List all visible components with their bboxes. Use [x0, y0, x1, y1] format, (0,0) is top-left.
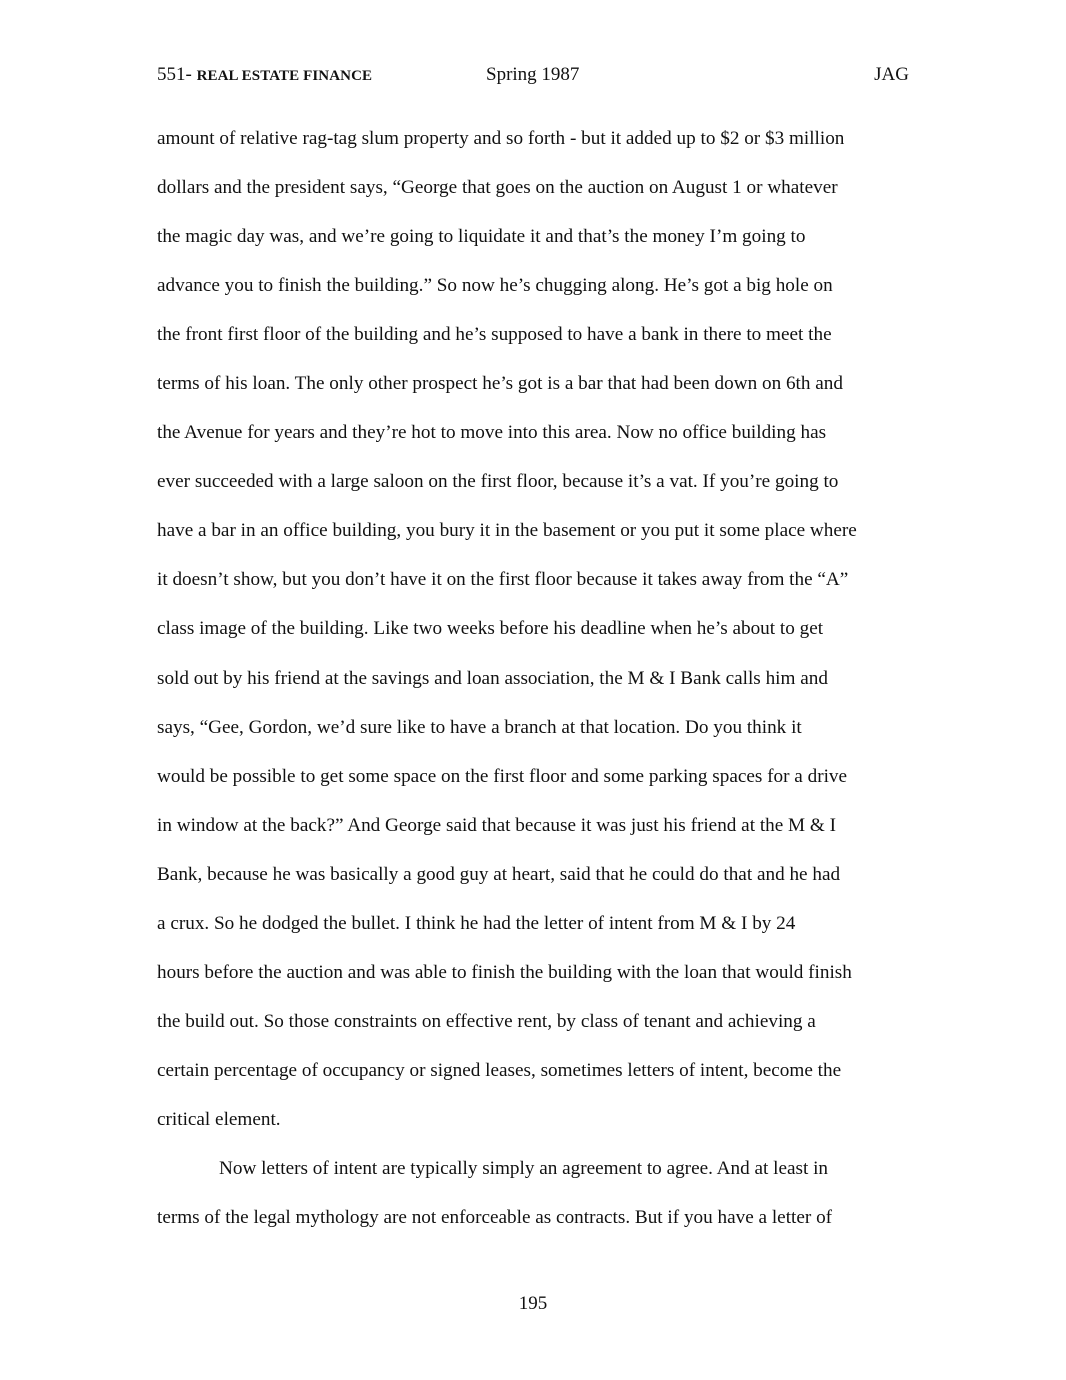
text-line: have a bar in an office building, you bury it in the basement or you put it some place where — [157, 520, 857, 542]
text-line: would be possible to get some space on the first floor and some parking spaces for a drive — [157, 765, 848, 787]
text-line: in window at the back?” And George said that because it was just his friend at the M & I — [157, 814, 837, 836]
text-line: amount of relative rag-tag slum property and so forth - but it added up to $2 or $3 million — [157, 128, 845, 149]
text-line: certain percentage of occupancy or signed leases, sometimes letters of intent, become the — [157, 1059, 842, 1081]
text-line: critical element. — [157, 1108, 281, 1130]
text-line: advance you to finish the building.” So now he’s chugging along. He’s got a big hole on — [157, 275, 833, 297]
transcript-body — [157, 114, 913, 1242]
text-line: dollars and the president says, “George that goes on the auction on August 1 or whatever — [157, 177, 838, 199]
text-line: the front first floor of the building and he’s supposed to have a bank in there to meet the — [157, 324, 832, 346]
text-line: terms of the legal mythology are not enforceable as contracts. But if you have a letter of — [157, 1207, 833, 1229]
text-line: the magic day was, and we’re going to liquidate it and that’s the money I’m going to — [157, 226, 806, 248]
text-line: Bank, because he was basically a good guy at heart, said that he could do that and he had — [157, 863, 841, 885]
text-line: sold out by his friend at the savings and loan association, the M & I Bank calls him and — [157, 667, 828, 689]
course-title — [157, 64, 372, 86]
text-line: says, “Gee, Gordon, we’d sure like to have a branch at that location. Do you think it — [157, 716, 802, 738]
page-header — [157, 64, 909, 90]
page-number: 195 — [518, 1293, 548, 1314]
text-line: a crux. So he dodged the bullet. I think he had the letter of intent from M & I by 24 — [157, 912, 796, 934]
text-line: class image of the building. Like two weeks before his deadline when he’s about to get — [157, 618, 824, 640]
term-label: Spring 1987 — [486, 64, 580, 85]
text-line: the Avenue for years and they’re hot to move into this area. Now no office building has — [157, 422, 827, 444]
text-line: ever succeeded with a large saloon on the first floor, because it’s a vat. If you’re going to — [157, 471, 839, 493]
text-line: hours before the auction and was able to finish the building with the loan that would finish — [157, 961, 852, 983]
author-initials: JAG — [874, 64, 909, 85]
text-line: the build out. So those constraints on effective rent, by class of tenant and achieving a — [157, 1010, 816, 1032]
text-line: it doesn’t show, but you don’t have it on the first floor because it takes away from the “A” — [157, 569, 849, 591]
text-line: terms of his loan. The only other prospect he’s got is a bar that had been down on 6th and — [157, 373, 843, 395]
course-number: 551- — [157, 64, 192, 85]
paragraph-first-line: Now letters of intent are typically simply an agreement to agree. And at least in — [219, 1157, 829, 1179]
course-name: REAL ESTATE FINANCE — [196, 68, 373, 84]
